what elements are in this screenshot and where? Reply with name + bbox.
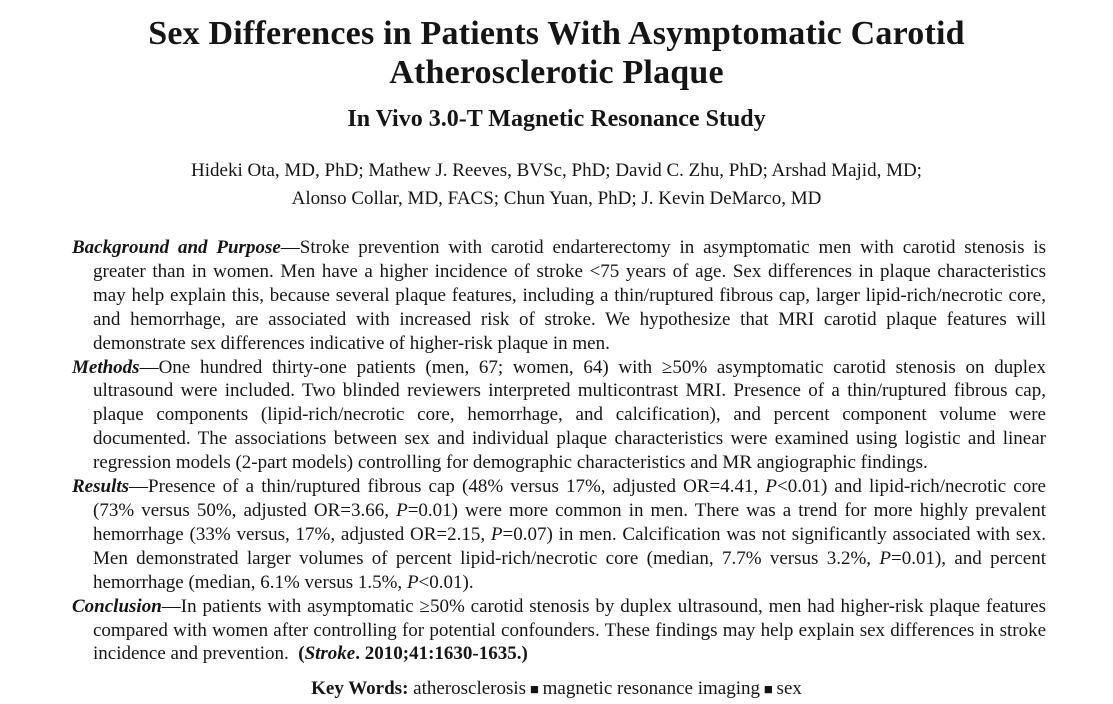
square-separator-icon: ■ [526, 682, 543, 699]
text-segment: <0.01) and lipid-rich/necrotic core (73% versus 50%, adjusted OR=3.66, [93, 476, 1046, 521]
keywords-line [0, 677, 1113, 702]
abstract-paragraph-background [72, 236, 1046, 356]
text-segment: P [406, 571, 419, 593]
text-segment: —One hundred thirty-one patients (men, 67; women, 64) with ≥50% asymptomatic carotid stenosis on duplex ultrasound were included. Two blinded reviewers interpreted multicontrast MRI. Presence of a thin/ruptured fibrous cap, plaque components (lipid-rich/necrotic core, hemorrhage, and calcification), and percent component volume were documented. The associations between sex and individual plaque characteristics were examined using logistic and linear regression models (2-part models) controlling for demographic characteristics and MR angiographic findings. [93, 356, 1046, 474]
text-segment: —Presence of a thin/ruptured fibrous cap (48% versus 17%, adjusted OR=4.41, [129, 476, 766, 498]
text-segment: <0.01). [418, 571, 474, 593]
section-label-background: Background and Purpose [72, 237, 281, 258]
keywords-terms [413, 678, 802, 699]
author-line-1: Hideki Ota, MD, PhD; Mathew J. Reeves, BVSc, PhD; David C. Zhu, PhD; Arshad Majid, MD; [191, 160, 922, 181]
text-segment: P [879, 547, 891, 569]
square-separator-icon: ■ [759, 682, 777, 699]
article-title [0, 14, 1113, 92]
abstract-paragraph-methods [72, 356, 1046, 476]
section-text-conclusion [93, 596, 1046, 665]
text-segment: P [490, 523, 503, 545]
text-segment: —In patients with asymptomatic ≥50% carotid stenosis by duplex ultrasound, men had higher-risk plaque features compared with women after controlling for potential confounders. These findings may help explain sex differences in stroke incidence and prevention. [93, 595, 1046, 665]
text-segment: P [765, 476, 777, 498]
text-segment: Stroke [304, 643, 356, 665]
keyword-term: sex [776, 678, 802, 700]
text-segment: =0.01) were more common in men. There was a trend for more highly prevalent hemorrhage (33% versus, 17%, adjusted OR=2.15, [93, 499, 1047, 545]
abstract [72, 236, 1046, 666]
author-list [0, 157, 1113, 213]
text-segment: P [396, 499, 408, 521]
text-segment: . 2010;41:1630-1635.) [355, 643, 528, 665]
article-title-line-2: Atherosclerotic Plaque [389, 54, 724, 91]
text-segment: =0.07) in men. Calcification was not significantly associated with sex. Men demonstrated larger volumes of percent lipid-rich/necrotic core (median, 7.7% versus 3.2%, [93, 523, 1046, 569]
text-segment: —Stroke prevention with carotid endarterectomy in asymptomatic men with carotid stenosis is greater than in women. Men have a higher incidence of stroke <75 years of age. Sex differences in plaque characteristics may help explain this, because several plaque features, including a thin/ruptured fibrous cap, larger lipid-rich/necrotic core, and hemorrhage, are associated with increased risk of stroke. We hypothesize that MRI carotid plaque features will demonstrate sex differences indicative of higher-risk plaque in men. [93, 237, 1046, 354]
section-label-results: Results [72, 476, 130, 498]
section-label-methods: Methods [72, 356, 140, 378]
abstract-paragraph-results [72, 475, 1046, 595]
text-segment: ( [288, 643, 305, 665]
abstract-paragraph-conclusion [72, 595, 1046, 667]
author-line-2: Alonso Collar, MD, FACS; Chun Yuan, PhD; J. Kevin DeMarco, MD [291, 188, 822, 209]
article-title-line-1: Sex Differences in Patients With Asymptomatic Carotid [148, 15, 965, 52]
keyword-term: magnetic resonance imaging [542, 678, 760, 700]
text-segment: =0.01), and percent hemorrhage (median, 6.1% versus 1.5%, [93, 547, 1046, 593]
section-text-methods [93, 357, 1046, 474]
section-label-conclusion: Conclusion [72, 595, 162, 617]
keyword-term: atherosclerosis [413, 678, 527, 700]
section-text-results [93, 476, 1046, 593]
article-subtitle: In Vivo 3.0-T Magnetic Resonance Study [347, 106, 766, 132]
keywords-label: Key Words: [311, 678, 409, 700]
